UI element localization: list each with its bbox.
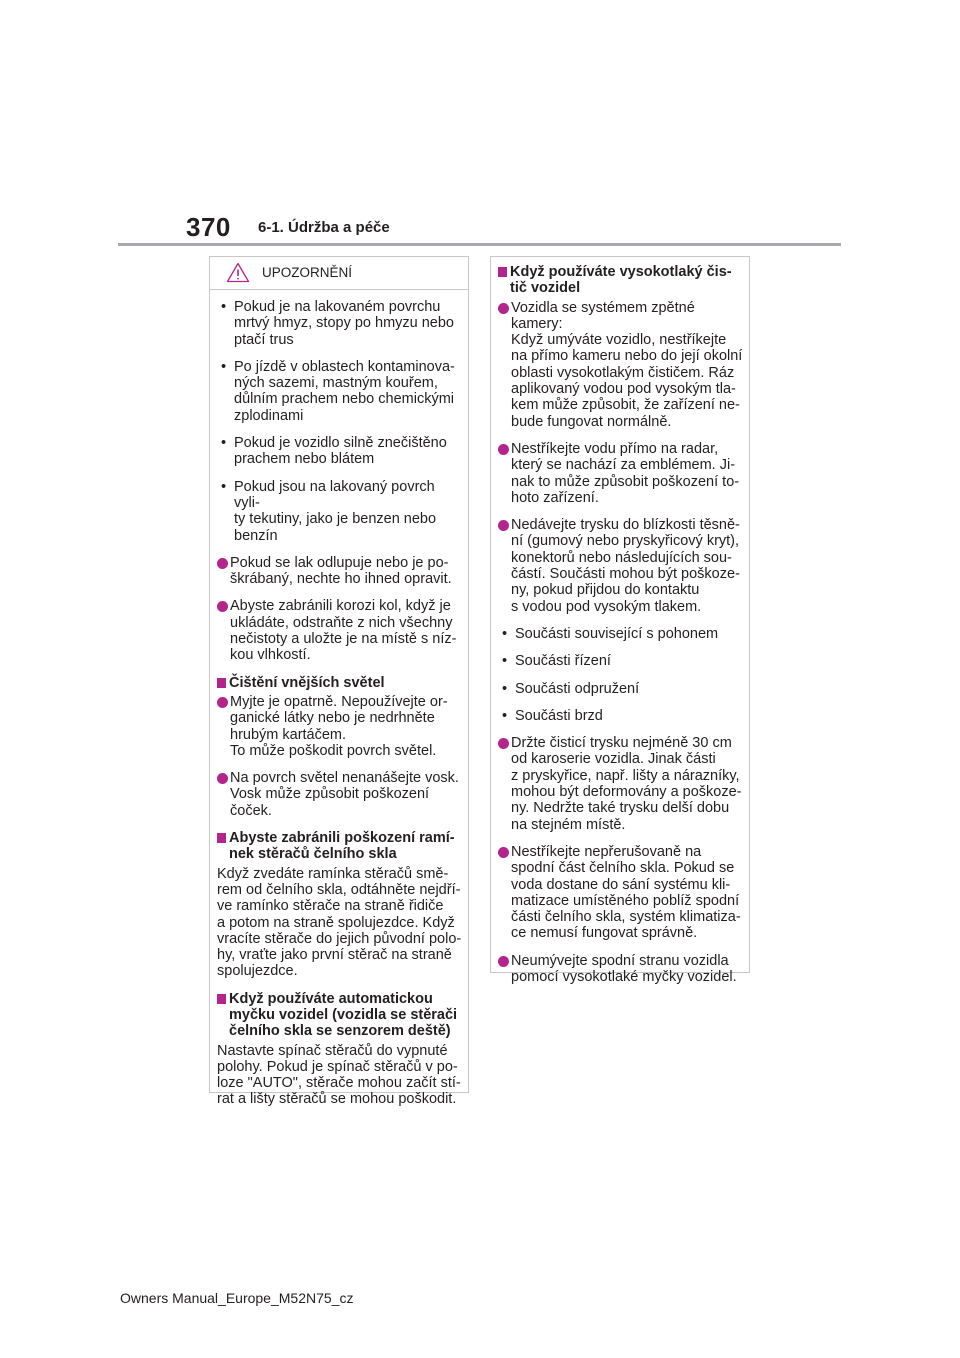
item-text: Součásti řízení — [515, 653, 611, 670]
heading-text: Čištění vnějších světel — [229, 674, 385, 691]
note-item — [217, 694, 462, 759]
note-item — [217, 770, 462, 819]
bullet-icon: • — [221, 478, 227, 495]
square-bullet-icon — [498, 267, 507, 277]
circle-bullet-icon — [498, 444, 509, 455]
bullet-item — [217, 359, 462, 424]
bullet-icon: • — [502, 653, 508, 670]
bullet-item — [498, 626, 743, 642]
parts-bullet-list — [498, 626, 743, 724]
heading-text: Když používáte vysokotlaký čis- tič vozidel — [510, 264, 732, 297]
bullet-icon: • — [502, 625, 508, 642]
bullet-item — [217, 299, 462, 348]
bullet-icon: • — [502, 680, 508, 697]
item-text: Pokud je vozidlo silně znečištěno prachem nebo blátem — [234, 435, 447, 468]
bullet-item — [498, 708, 743, 724]
circle-bullet-icon — [498, 738, 509, 749]
heading-wipers — [217, 830, 462, 863]
bullet-icon: • — [221, 358, 227, 375]
item-text: Po jízdě v oblastech kontaminova- ných sazemi, mastným kouřem, důlním prachem nebo chemickými zplodinami — [234, 358, 455, 424]
note-item — [498, 735, 743, 833]
circle-bullet-icon — [217, 697, 228, 708]
bullet-item — [217, 479, 462, 544]
note-list-2 — [498, 735, 743, 985]
heading-pressure-washer — [498, 264, 743, 297]
item-text: Nestříkejte vodu přímo na radar, který se nachází za emblémem. Ji- nak to může způsobit poškození to- hoto zařízení. — [511, 440, 740, 506]
heading-carwash — [217, 991, 462, 1040]
note-list — [217, 555, 462, 664]
note-item — [217, 598, 462, 663]
square-bullet-icon — [217, 678, 226, 688]
square-bullet-icon — [217, 833, 226, 843]
heading-text: Když používáte automatickou myčku vozidel (vozidla se stěrači čelního skla se senzorem deště) — [229, 990, 458, 1040]
bullet-list — [217, 299, 462, 544]
bullet-icon: • — [221, 435, 227, 452]
item-text: Součásti brzd — [515, 707, 603, 724]
note-list-lights — [217, 694, 462, 819]
paragraph-wipers: Když zvedáte ramínka stěračů smě- rem od čelního skla, odtáhněte nejdří- ve ramínko stěrače na straně řidiče a potom na straně spolujezdce. Když vracíte stěrače do jejich původní polo- hy, vraťte jako první stěrač na straně spolujezdce. — [217, 865, 462, 980]
page-number: 370 — [186, 212, 231, 242]
circle-bullet-icon — [498, 847, 509, 858]
item-text: Pokud je na lakovaném povrchu mrtvý hmyz, stopy po hmyzu nebo ptačí trus — [234, 299, 454, 348]
section-title: 6-1. Údržba a péče — [258, 219, 390, 236]
bullet-item — [498, 681, 743, 697]
circle-bullet-icon — [217, 601, 228, 612]
circle-bullet-icon — [498, 956, 509, 967]
item-text: Nedávejte trysku do blízkosti těsně- ní (gumový nebo pryskyřicový kryt), konektorů nebo následujících sou- částí. Součásti mohou být poškoze- ny, pokud přijdou do kontaktu s vodou pod vysokým tlakem. — [511, 517, 740, 615]
item-text: Abyste zabránili korozi kol, když je ukládáte, odstraňte z nich všechny nečistoty a uložte je na místě s níz- kou vlhkostí. — [230, 598, 457, 664]
paragraph-carwash: Nastavte spínač stěračů do vypnuté polohy. Pokud je spínač stěračů v po- loze "AUTO", stěrače mohou začít stí- rat a lišty stěračů se mohou poškodit. — [217, 1042, 461, 1108]
item-text: Součásti odpružení — [515, 680, 640, 697]
note-item — [498, 953, 743, 986]
item-text: Součásti související s pohonem — [515, 625, 719, 642]
item-text: Pokud jsou na lakovaný povrch vyli- ty tekutiny, jako je benzen nebo benzín — [234, 478, 437, 544]
item-text: Vozidla se systémem zpětné kamery: Když umýváte vozidlo, nestříkejte na přímo kameru nebo do její okolní oblasti vysokotlakým čističem. Ráz aplikovaný vodou pod vysokým tla- kem může způsobit, že zařízení ne- bude fungovat normálně. — [511, 299, 743, 430]
circle-bullet-icon — [498, 520, 509, 531]
item-text: Myjte je opatrně. Nepoužívejte or- ganické látky nebo je nedrhněte hrubým kartáčem. To může poškodit povrch světel. — [230, 693, 448, 759]
note-list — [498, 300, 743, 615]
item-text: Držte čisticí trysku nejméně 30 cm od karoserie vozidla. Jinak části z pryskyřice, např. lišty a nárazníky, mohou být deformovány a poškoze- ny. Nedržte také trysku delší dobu na stejném místě. — [511, 735, 742, 833]
note-item — [498, 517, 743, 615]
square-bullet-icon — [217, 994, 226, 1004]
heading-lights — [217, 675, 462, 691]
note-item — [498, 441, 743, 506]
heading-text: Abyste zabránili poškození ramí- nek stěračů čelního skla — [229, 830, 455, 863]
circle-bullet-icon — [217, 773, 228, 784]
bullet-icon: • — [502, 707, 508, 724]
bullet-item — [498, 653, 743, 669]
item-text: Nestříkejte nepřerušovaně na spodní část čelního skla. Pokud se voda dostane do sání systému kli- matizace umístěného poblíž spodní části čelního skla, systém klimatiza- ce nemusí fungovat správně. — [511, 843, 741, 942]
circle-bullet-icon — [498, 303, 509, 314]
note-item — [498, 844, 743, 942]
warning-triangle-icon — [226, 262, 250, 283]
warning-header — [210, 257, 468, 290]
note-item — [217, 555, 462, 588]
footer-doc-id: Owners Manual_Europe_M52N75_cz — [120, 1290, 354, 1306]
item-text: Na povrch světel nenanášejte vosk. Vosk může způsobit poškození čoček. — [230, 770, 459, 819]
continued-warning-box — [490, 256, 750, 985]
continued-warning-content — [491, 257, 749, 985]
circle-bullet-icon — [217, 558, 228, 569]
bullet-icon: • — [221, 299, 227, 315]
item-text: Pokud se lak odlupuje nebo je po- škrábaný, nechte ho ihned opravit. — [230, 554, 452, 588]
bullet-item — [217, 435, 462, 468]
item-text: Neumývejte spodní stranu vozidla pomocí vysokotlaké myčky vozidel. — [511, 952, 737, 985]
note-item — [498, 300, 743, 430]
warning-box — [209, 256, 469, 1108]
warning-content — [210, 290, 468, 1108]
warning-title: UPOZORNĚNÍ — [262, 265, 353, 280]
header-rule — [118, 243, 841, 246]
